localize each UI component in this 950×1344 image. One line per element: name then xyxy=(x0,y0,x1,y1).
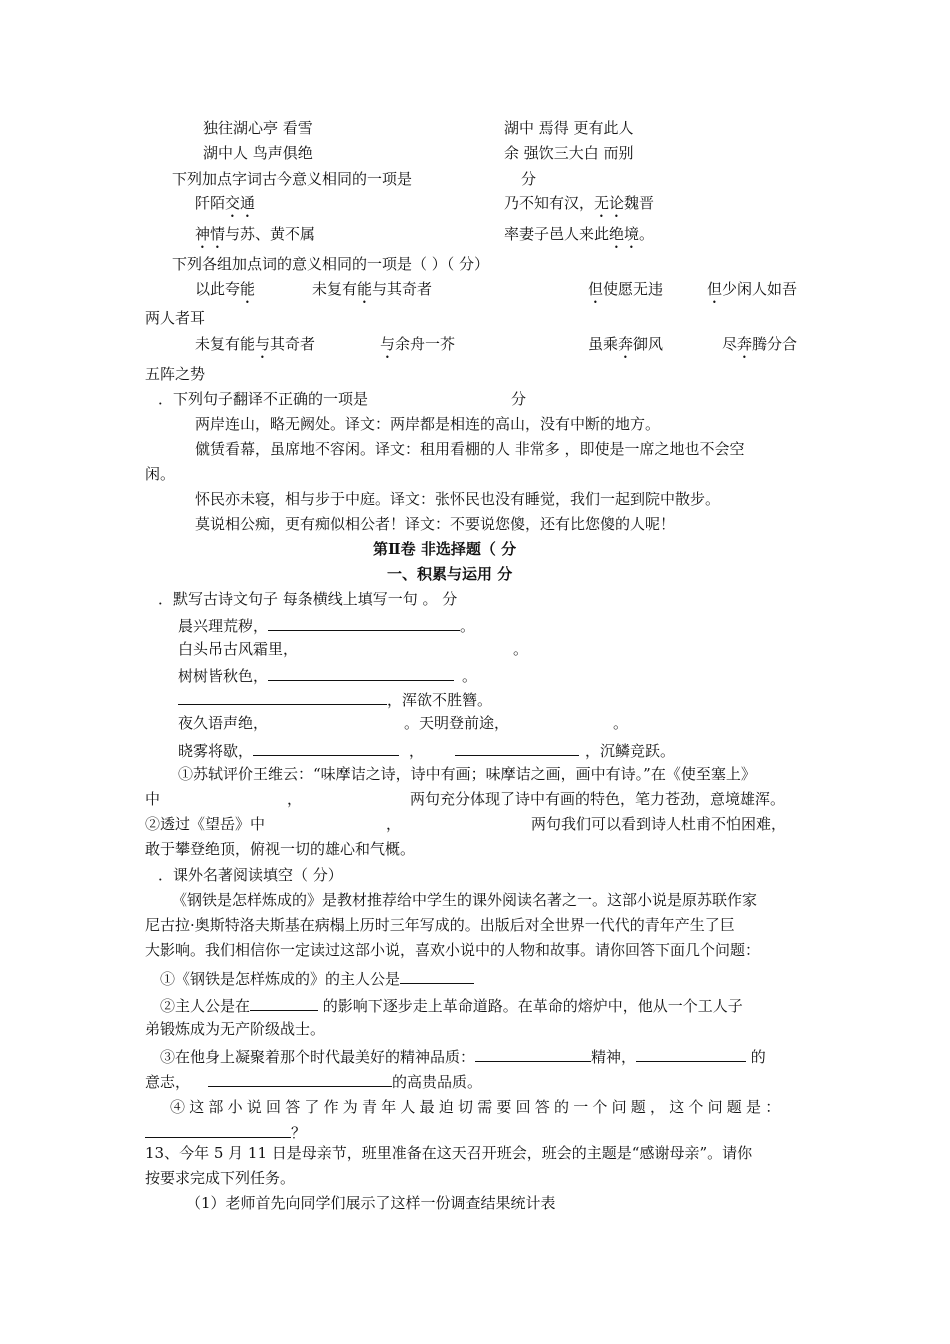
question-13-line-1: 13、今年 5 月 11 日是母亲节，班里准备在这天召开班会，班会的主题是“感谢母亲”。请你 xyxy=(145,1144,753,1162)
mingzhu-item-3: ③在他身上凝聚着那个时代最美好的精神品质： 精神， 的 xyxy=(160,1045,766,1067)
reading-line-left-2: 湖中人 鸟声俱绝 xyxy=(203,144,313,162)
answer-blank[interactable] xyxy=(455,739,579,756)
mingzhu-item-4: ④这部小说回答了作为青年人最迫切需要回答的一个问题，这个问题是： xyxy=(170,1098,785,1116)
moxie-line-2: 白头吊古风霜里， xyxy=(178,640,299,658)
option-yiyi-d2: 尽奔腾分合 xyxy=(722,335,798,353)
moxie-line-5-c: 。 xyxy=(613,714,629,732)
mingzhu-item-3-wrap: 意志， 的高贵品质。 xyxy=(145,1070,482,1092)
moxie-para-3-a: ②透过《望岳》中 xyxy=(145,815,266,833)
option-fanyi-c: 怀民亦未寝，相与步于中庭。译文：张怀民也没有睡觉，我们一起到院中散步。 xyxy=(195,490,721,508)
moxie-line-6: 晓雾将歇， ， xyxy=(178,739,424,761)
option-gujin-b: 乃不知有汉，无论魏晋 xyxy=(504,194,655,212)
answer-blank[interactable] xyxy=(400,967,474,984)
option-yiyi-d1: 虽乘奔御风 xyxy=(588,335,664,353)
moxie-line-5-a: 夜久语声绝， xyxy=(178,714,269,732)
part2-title: 第Ⅱ卷 非选择题（ 分 xyxy=(373,540,517,558)
moxie-para-2-c: 两句充分体现了诗中有画的特色，笔力苍劲，意境雄浑。 xyxy=(410,790,786,808)
answer-blank[interactable] xyxy=(268,664,454,681)
option-yiyi-c1: 未复有能与其奇者 xyxy=(195,335,316,353)
option-gujin-a: 阡陌交通 xyxy=(195,194,256,212)
option-yiyi-wrap2: 五阵之势 xyxy=(145,365,206,383)
moxie-line-1: 晨兴理荒秽， 。 xyxy=(178,614,475,636)
moxie-line-6-b: ，沉鳞竞跃。 xyxy=(455,739,675,761)
moxie-para-4: 敢于攀登绝顶，俯视一切的雄心和气概。 xyxy=(145,840,416,858)
option-fanyi-a: 两岸连山，略无阙处。译文：两岸都是相连的高山，没有中断的地方。 xyxy=(195,415,661,433)
option-yiyi-wrap1: 两人者耳 xyxy=(145,309,206,327)
question-mingzhu-stem: ．课外名著阅读填空（ 分） xyxy=(158,866,343,884)
option-gujin-c: 神情与苏、黄不属 xyxy=(195,225,316,243)
moxie-line-4: ，浑欲不胜簪。 xyxy=(178,688,492,710)
mingzhu-item-2-wrap: 弟锻炼成为无产阶级战士。 xyxy=(145,1020,326,1038)
reading-line-right-2: 余 强饮三大白 而别 xyxy=(504,144,634,162)
question-13-line-3: （1）老师首先向同学们展示了这样一份调查结果统计表 xyxy=(186,1194,556,1212)
option-yiyi-c2: 与余舟一芥 xyxy=(380,335,456,353)
moxie-para-1: ①苏轼评价王维云：“味摩诘之诗，诗中有画；味摩诘之画，画中有诗。”在《使至塞上》 xyxy=(178,765,756,783)
option-gujin-d: 率妻子邑人来此绝境。 xyxy=(504,225,655,243)
option-yiyi-b1: 但使愿无违 xyxy=(588,280,664,298)
part2-subtitle: 一、积累与运用 分 xyxy=(387,565,513,583)
question-fanyi-stem: ．下列句子翻译不正确的一项是 xyxy=(158,390,369,408)
mingzhu-item-1: ①《钢铁是怎样炼成的》的主人公是 xyxy=(160,967,474,989)
answer-blank[interactable] xyxy=(636,1045,746,1062)
mingzhu-para-1: 《钢铁是怎样炼成的》是教材推荐给中学生的课外阅读名著之一。这部小说是原苏联作家 xyxy=(172,891,758,909)
moxie-line-3: 树树皆秋色， 。 xyxy=(178,664,477,686)
answer-blank[interactable] xyxy=(268,614,460,631)
moxie-para-3-c: 两句我们可以看到诗人杜甫不怕困难， xyxy=(531,815,787,833)
moxie-line-2-end: 。 xyxy=(513,640,529,658)
question-moxie-stem: ．默写古诗文句子 每条横线上填写一句 。 分 xyxy=(158,590,458,608)
reading-line-right-1: 湖中 焉得 更有此人 xyxy=(504,119,634,137)
mingzhu-para-3: 大影响。我们相信你一定读过这部小说，喜欢小说中的人物和故事。请你回答下面几个问题： xyxy=(145,941,761,959)
option-fanyi-b-wrap: 闲。 xyxy=(145,465,176,483)
question-yiyi-stem: 下列各组加点词的意义相同的一项是（ ）（ 分） xyxy=(172,255,490,273)
option-yiyi-a1: 以此夸能 xyxy=(195,280,256,298)
moxie-para-2-a: 中 xyxy=(145,790,161,808)
answer-blank[interactable] xyxy=(475,1045,591,1062)
option-yiyi-a2: 未复有能与其奇者 xyxy=(312,280,433,298)
option-fanyi-d: 莫说相公痴，更有痴似相公者！译文：不要说您傻，还有比您傻的人呢！ xyxy=(195,515,676,533)
answer-blank[interactable] xyxy=(178,688,387,705)
question-gujin-stem: 下列加点字词古今意义相同的一项是 xyxy=(172,170,413,188)
reading-line-left-1: 独往湖心亭 看雪 xyxy=(203,119,313,137)
mingzhu-item-2: ②主人公是在 的影响下逐步走上革命道路。在革命的熔炉中，他从一个工人子 xyxy=(160,994,743,1016)
answer-blank[interactable] xyxy=(145,1121,291,1138)
mingzhu-para-2: 尼古拉·奥斯特洛夫斯基在病榻上历时三年写成的。出版后对全世界一代代的青年产生了巨 xyxy=(145,916,735,934)
option-fanyi-b: 僦赁看幕，虽席地不容闲。译文：租用看棚的人 非常多 ，即使是一席之地也不会空 xyxy=(195,440,745,458)
answer-blank[interactable] xyxy=(253,739,399,756)
answer-blank[interactable] xyxy=(250,994,318,1011)
question-13-line-2: 按要求完成下列任务。 xyxy=(145,1169,296,1187)
option-yiyi-b2: 但少闲人如吾 xyxy=(707,280,798,298)
question-gujin-score: 分 xyxy=(521,170,537,188)
moxie-para-2-b: ， xyxy=(287,790,303,808)
moxie-line-5-b: 。天明登前途， xyxy=(404,714,510,732)
moxie-para-3-b: ， xyxy=(386,815,402,833)
mingzhu-item-4-wrap: ？ xyxy=(145,1121,306,1143)
answer-blank[interactable] xyxy=(208,1070,392,1087)
question-fanyi-score: 分 xyxy=(511,390,527,408)
